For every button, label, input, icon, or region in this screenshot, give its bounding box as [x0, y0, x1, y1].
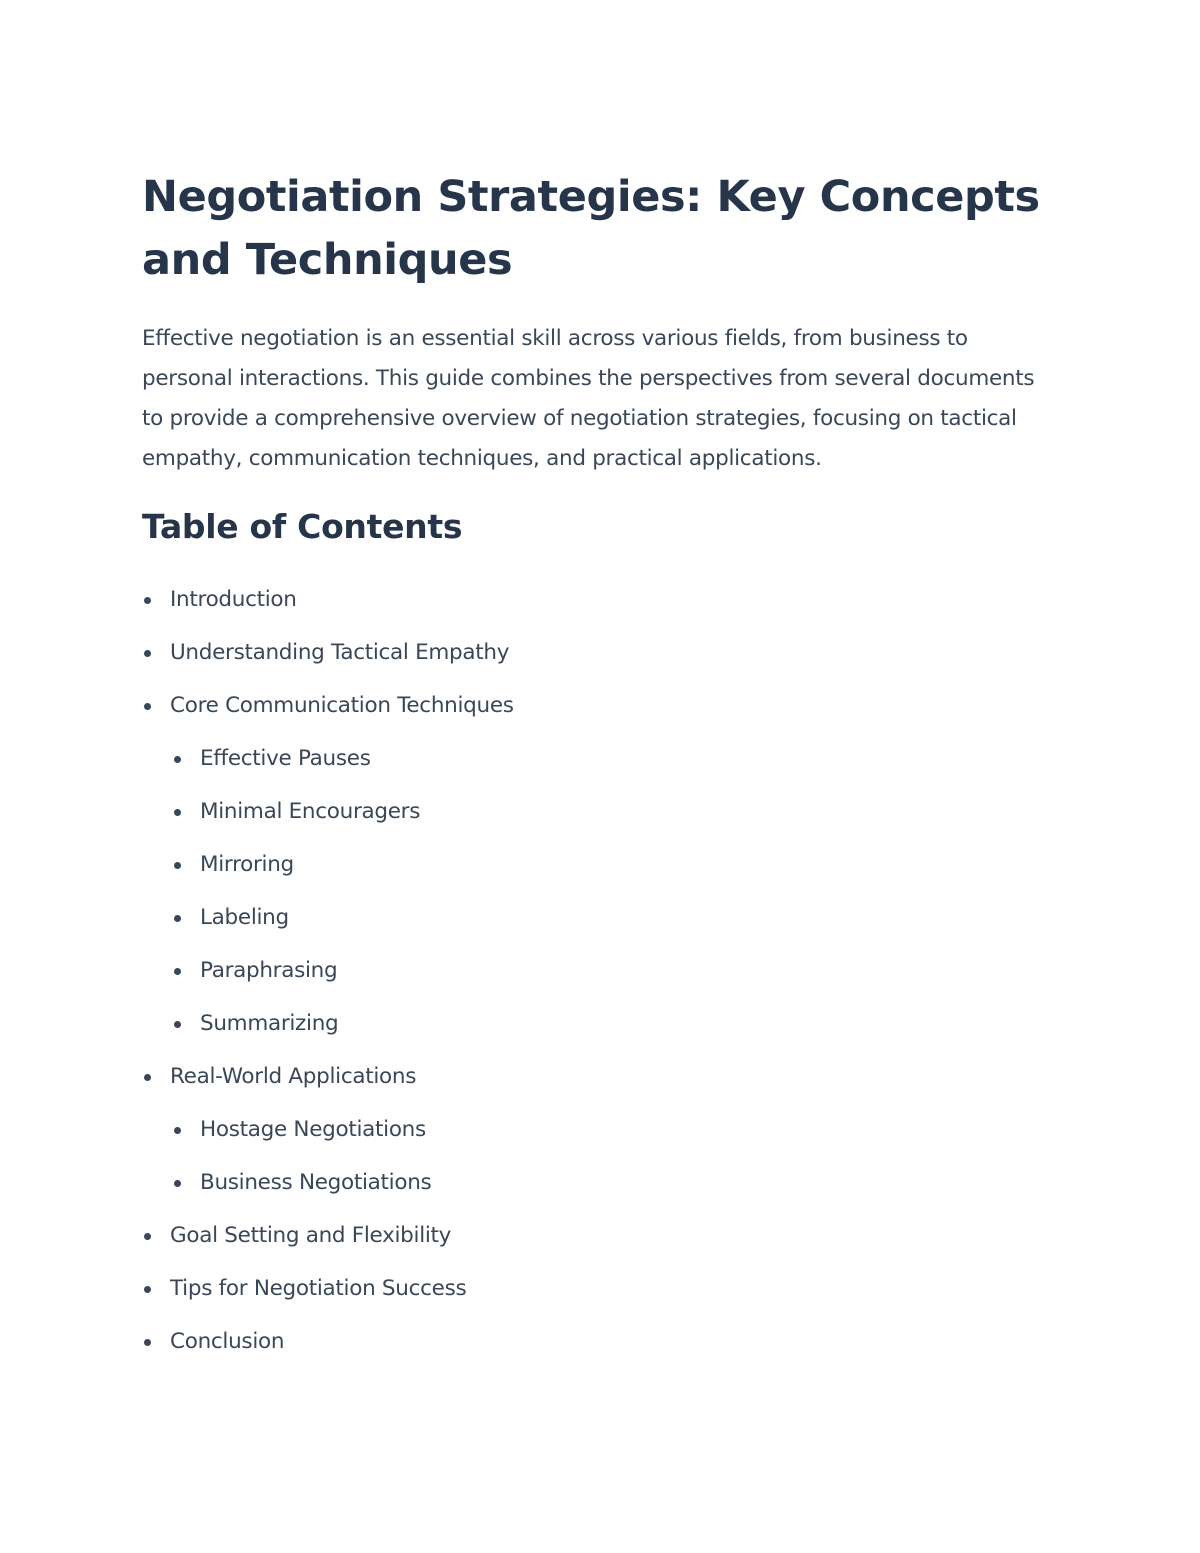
toc-item-introduction[interactable]: [142, 573, 1042, 626]
toc-item-labeling[interactable]: [142, 891, 1042, 944]
bullet-icon: [174, 968, 181, 975]
toc-item-effective-pauses[interactable]: [142, 732, 1042, 785]
toc-item-label: Effective Pauses: [200, 746, 371, 771]
bullet-icon: [174, 1021, 181, 1028]
bullet-icon: [174, 862, 181, 869]
toc-item-label: Conclusion: [170, 1329, 285, 1354]
bullet-icon: [144, 1074, 151, 1081]
toc-item-paraphrasing[interactable]: [142, 944, 1042, 997]
toc-item-real-world-applications[interactable]: [142, 1050, 1042, 1103]
toc-item-core-communication-techniques[interactable]: [142, 679, 1042, 732]
toc-item-label: Real-World Applications: [170, 1064, 417, 1089]
toc-item-label: Core Communication Techniques: [170, 693, 514, 718]
bullet-icon: [174, 809, 181, 816]
bullet-icon: [174, 1180, 181, 1187]
toc-item-label: Mirroring: [200, 852, 294, 877]
toc-item-label: Summarizing: [200, 1011, 339, 1036]
document-page: [142, 166, 1042, 1368]
toc-item-label: Tips for Negotiation Success: [170, 1276, 467, 1301]
toc-item-business-negotiations[interactable]: [142, 1156, 1042, 1209]
intro-paragraph: Effective negotiation is an essential skill across various fields, from business to personal interactions. This guide combines the perspectives from several documents to provide a comprehensive overview of negotiation strategies, focusing on tactical empathy, communication techniques, and practical applications.: [142, 326, 1035, 471]
bullet-icon: [144, 1286, 151, 1293]
toc-item-label: Goal Setting and Flexibility: [170, 1223, 452, 1248]
toc-heading: Table of Contents: [142, 507, 463, 546]
toc-item-summarizing[interactable]: [142, 997, 1042, 1050]
toc-item-mirroring[interactable]: [142, 838, 1042, 891]
bullet-icon: [144, 650, 151, 657]
toc-item-conclusion[interactable]: [142, 1315, 1042, 1368]
bullet-icon: [174, 915, 181, 922]
document-title: Negotiation Strategies: Key Concepts and Techniques: [142, 172, 1040, 285]
toc-item-label: Hostage Negotiations: [200, 1117, 426, 1142]
toc-item-label: Business Negotiations: [200, 1170, 432, 1195]
bullet-icon: [144, 597, 151, 604]
toc-item-label: Paraphrasing: [200, 958, 338, 983]
bullet-icon: [174, 756, 181, 763]
bullet-icon: [144, 703, 151, 710]
toc-item-label: Labeling: [200, 905, 289, 930]
toc-item-hostage-negotiations[interactable]: [142, 1103, 1042, 1156]
toc-item-understanding-tactical-empathy[interactable]: [142, 626, 1042, 679]
bullet-icon: [174, 1127, 181, 1134]
toc-item-minimal-encouragers[interactable]: [142, 785, 1042, 838]
toc-item-tips-for-negotiation-success[interactable]: [142, 1262, 1042, 1315]
table-of-contents: [142, 573, 1042, 1368]
toc-item-label: Minimal Encouragers: [200, 799, 421, 824]
bullet-icon: [144, 1233, 151, 1240]
toc-item-label: Introduction: [170, 587, 297, 612]
bullet-icon: [144, 1339, 151, 1346]
toc-item-goal-setting-and-flexibility[interactable]: [142, 1209, 1042, 1262]
toc-item-label: Understanding Tactical Empathy: [170, 640, 510, 665]
